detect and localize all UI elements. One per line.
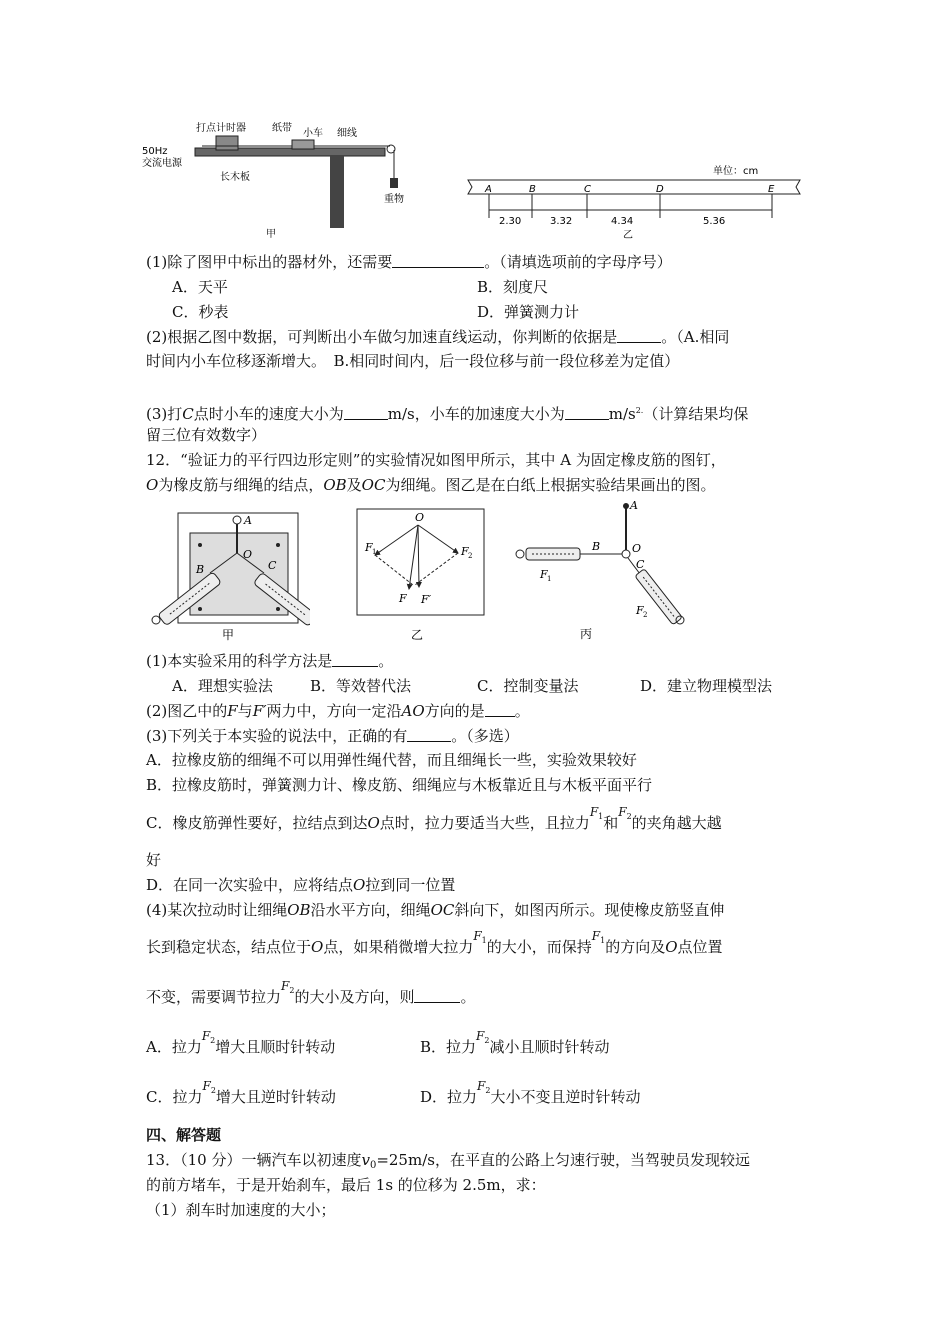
- q11-optB: B．刻度尺: [477, 278, 549, 296]
- q12-part1: (1)本实验采用的科学方法是 。: [146, 652, 394, 670]
- bing-label-A: A: [630, 500, 638, 512]
- q12-part2: (2)图乙中的F与F′两力中，方向一定沿AO方向的是 。: [146, 702, 530, 720]
- para-label-F1-sub: 1: [372, 548, 377, 556]
- apparatus-diagram: [140, 118, 420, 242]
- bing-label-B: B: [592, 540, 601, 553]
- point-D: D: [656, 184, 664, 195]
- q11-blank2[interactable]: [617, 328, 661, 343]
- q12-p4-optC: C．拉力$^{F2}$增大且逆时针转动: [146, 1079, 336, 1106]
- q11-part2: (2)根据乙图中数据，可判断出小车做匀加速直线运动，你判断的依据是 。（A.相同: [146, 328, 730, 346]
- q11-blank3[interactable]: [344, 405, 388, 420]
- q12-part3: (3)下列关于本实验的说法中，正确的有 。（多选）: [146, 727, 519, 745]
- bing-label-C: C: [636, 558, 645, 571]
- q11-blank1[interactable]: [392, 253, 484, 268]
- weight: [390, 178, 398, 188]
- q12-blank3[interactable]: [407, 727, 451, 742]
- label-string: 细线: [337, 128, 357, 139]
- unit-label: 单位：cm: [713, 166, 759, 177]
- q13-line3: （1）刹车时加速度的大小；: [146, 1201, 336, 1219]
- bing-label-F2: F: [636, 604, 644, 617]
- q12-p4-optB: B．拉力$^{F2}$减小且顺时针转动: [420, 1029, 610, 1056]
- cart: [292, 140, 314, 149]
- q12-p3-optB: B．拉橡皮筋时，弹簧测力计、橡皮筋、细绳应与木板靠近且与木板平面平行: [146, 776, 653, 794]
- q12-blank2[interactable]: [485, 702, 515, 717]
- para-label-F2-sub: 2: [468, 552, 473, 560]
- point-C: C: [584, 184, 591, 195]
- board-label-C: C: [268, 559, 277, 572]
- point-B: B: [529, 184, 536, 195]
- para-label-F1: F: [365, 541, 373, 554]
- spring-scale-diagram: [510, 500, 700, 645]
- distance-AB: 2.30: [499, 216, 522, 227]
- point-A: A: [485, 184, 492, 195]
- q12-p1-optB: B．等效替代法: [310, 677, 412, 695]
- para-label-O: O: [415, 511, 425, 524]
- q13-line2: 的前方堵车，于是开始刹车，最后 1s 的位移为 2.5m，求：: [146, 1176, 546, 1194]
- label-weight: 重物: [384, 194, 404, 205]
- bing-label-F2-sub: 2: [643, 611, 648, 619]
- label-cart: 小车: [303, 128, 323, 139]
- q12-part4-line1: (4)某次拉动时让细绳OB沿水平方向，细绳OC斜向下，如图丙所示。现使橡皮筋竖直伸: [146, 901, 725, 919]
- label-50hz: 50Hz: [142, 146, 168, 157]
- caption-yi: 乙: [623, 230, 633, 240]
- q11-optA: A．天平: [172, 278, 228, 296]
- board-label-A: A: [244, 514, 252, 527]
- q12-p1-optC: C．控制变量法: [477, 677, 579, 695]
- q11-part2-cont: 时间内小车位移逐渐增大。 B.相同时间内，后一段位移与前一段位移差为定值）: [146, 352, 680, 370]
- q12-intro2: O为橡皮筋与细绳的结点，OB及OC为细绳。图乙是在白纸上根据实验结果画出的图。: [146, 476, 716, 494]
- q12-p3-optA: A．拉橡皮筋的细绳不可以用弹性绳代替，而且细绳长一些，实验效果较好: [146, 751, 637, 769]
- point-E: E: [768, 184, 775, 195]
- timer-box: [216, 136, 238, 150]
- q13-line1: 13．（10 分）一辆汽车以初速度$v_0=25m/s$，在平直的公路上匀速行驶，当驾驶员发现较远: [146, 1151, 750, 1171]
- board-label-B: B: [196, 563, 205, 576]
- para-label-Fprime: F′: [421, 593, 432, 606]
- q11-part1: (1)除了图甲中标出的器材外，还需要 。（请填选项前的字母序号）: [146, 253, 672, 271]
- para-label-F2: F: [461, 545, 469, 558]
- distance-BC: 3.32: [550, 216, 573, 227]
- ticker-tape-diagram: [463, 160, 808, 240]
- para-label-F: F: [399, 592, 407, 605]
- label-power: 交流电源: [142, 158, 182, 169]
- bing-label-O: O: [632, 542, 642, 555]
- board-label-O: O: [243, 548, 253, 561]
- distance-DE: 5.36: [703, 216, 726, 227]
- q12-p1-optA: A．理想实验法: [172, 677, 273, 695]
- caption-bing: 丙: [580, 627, 593, 641]
- distance-CD: 4.34: [611, 216, 634, 227]
- table-leg: [330, 156, 344, 228]
- q12-part4-line2: 长到稳定状态，结点位于O点，如果稍微增大拉力$^{F1}$的大小，而保持$^{F1}$的方向及O点位置: [146, 929, 723, 956]
- q12-intro1: 12．“验证力的平行四边形定则”的实验情况如图甲所示，其中 A 为固定橡皮筋的图钉，: [146, 451, 726, 469]
- q12-part4-line3: 不变，需要调节拉力$^{F2}$的大小及方向，则 。: [146, 979, 476, 1006]
- q12-p3-optC-cont: 好: [146, 851, 162, 869]
- label-timer: 打点计时器: [196, 123, 246, 134]
- caption-jia: 甲: [266, 229, 276, 240]
- bing-label-F1-sub: 1: [547, 575, 552, 583]
- q11-optD: D．弹簧测力计: [477, 303, 580, 321]
- q12-p1-optD: D．建立物理模型法: [640, 677, 773, 695]
- label-board: 长木板: [220, 172, 250, 183]
- label-tape: 纸带: [272, 123, 292, 134]
- q11-part3-cont: 留三位有效数字）: [146, 426, 267, 444]
- q12-blank4[interactable]: [414, 988, 460, 1003]
- force-board-diagram: [150, 505, 310, 645]
- q12-p4-optA: A．拉力$^{F2}$增大且顺时针转动: [146, 1029, 336, 1056]
- caption-yi2: 乙: [411, 628, 424, 642]
- section-heading: 四、解答题: [146, 1126, 222, 1144]
- q12-blank1[interactable]: [332, 652, 378, 667]
- caption-jia2: 甲: [222, 628, 235, 642]
- q11-optC: C．秒表: [172, 303, 229, 321]
- parallelogram-diagram: [355, 505, 490, 645]
- q11-blank4[interactable]: [565, 405, 609, 420]
- tape-outline: [468, 180, 800, 194]
- q12-p4-optD: D．拉力$^{F2}$大小不变且逆时针转动: [420, 1079, 641, 1106]
- q12-p3-optC: C．橡皮筋弹性要好，拉结点到达O点时，拉力要适当大些，且拉力$^{F1}$和$^{F2}$的夹角越大越: [146, 805, 722, 832]
- bing-label-F1: F: [540, 568, 548, 581]
- q11-part3: (3)打C点时小车的速度大小为 m/s，小车的加速度大小为 $m/s^{2.}$（计算结果均保: [146, 405, 749, 423]
- q12-p3-optD: D．在同一次实验中，应将结点O拉到同一位置: [146, 876, 456, 894]
